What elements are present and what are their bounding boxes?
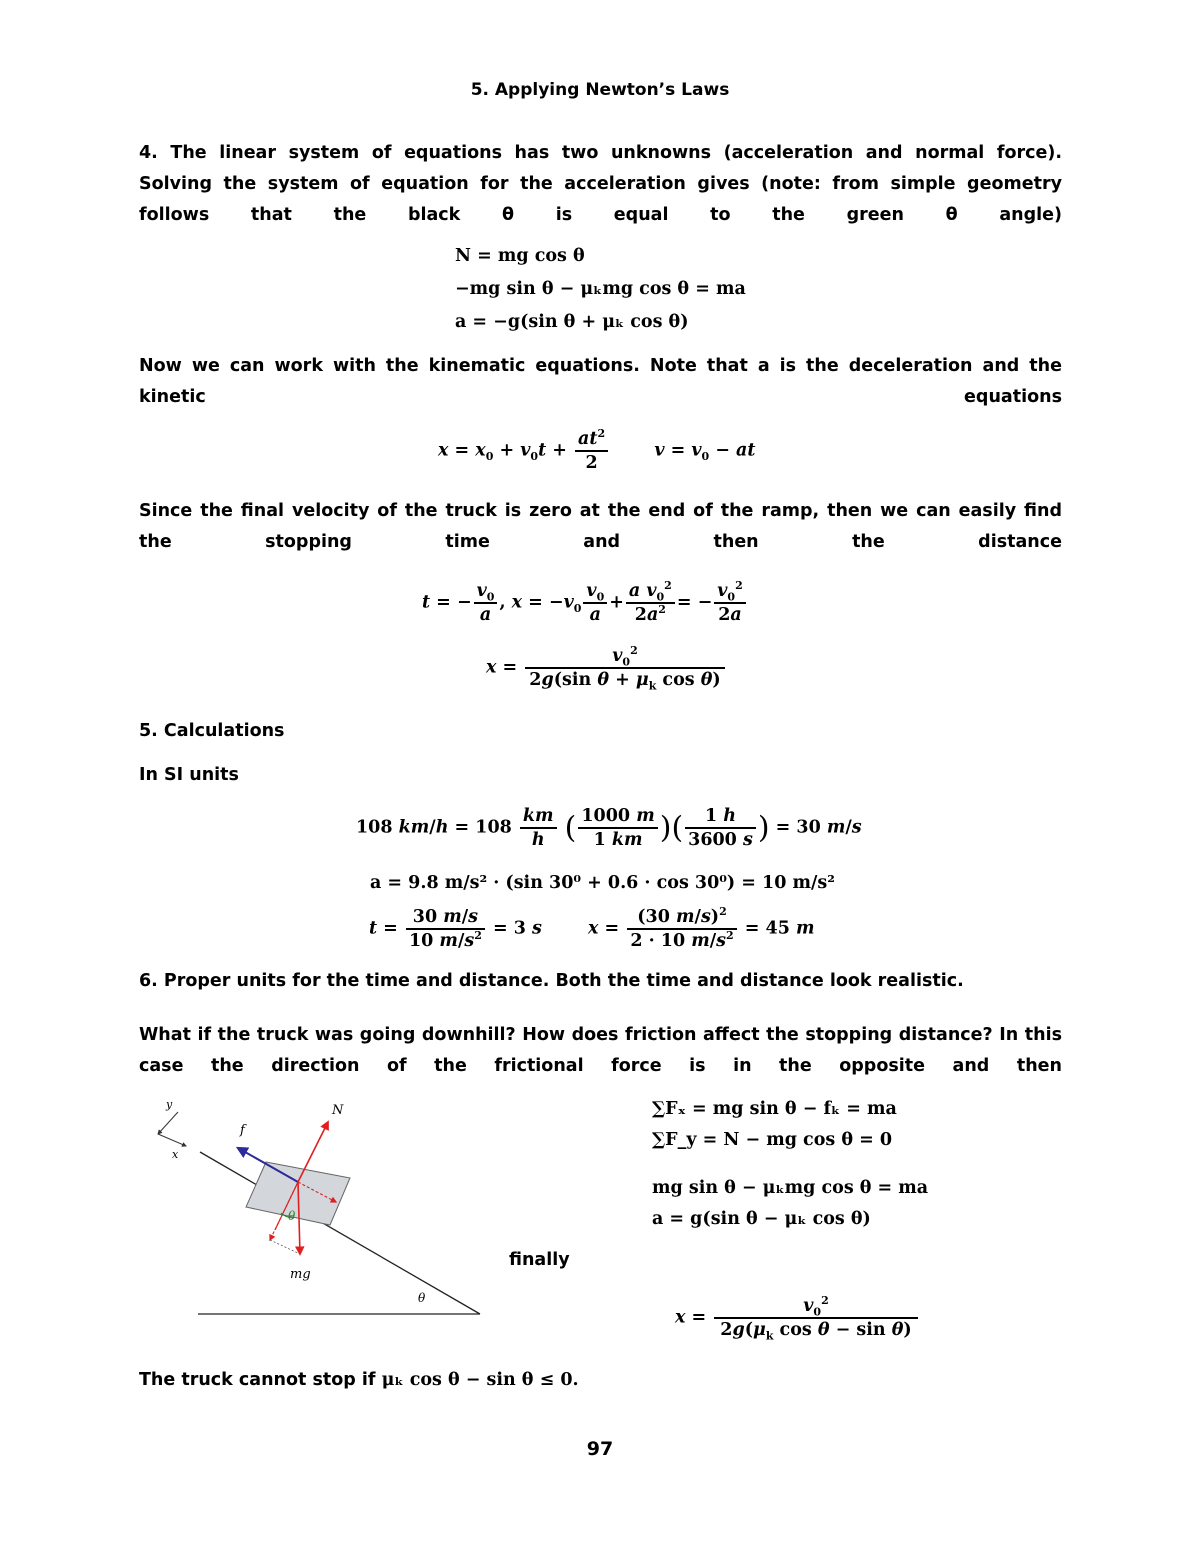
eq-acceleration: a = −g(sin θ + μₖ cos θ) <box>455 312 689 332</box>
cannot-stop-condition: μₖ cos θ − sin θ ≤ 0. <box>381 1370 579 1390</box>
eq-stopping-distance: x = $\frac{v_0^2}{2g(\sin \theta + \mu_k \cos \theta)}$ <box>486 645 727 691</box>
kinematic-intro: Now we can work with the kinematic equations. Note that a is the deceleration and the kinetic equations <box>139 356 1062 407</box>
step4-paragraph: 4. The linear system of equations has two unknowns (acceleration and normal force). Solving the system of equation for the acceleration gives (note: from simple geometry follows that the black θ is equal to the green θ angle) <box>139 143 1062 225</box>
eq-normal-force: N = mg cos θ <box>455 246 585 266</box>
incline-free-body-diagram <box>140 1090 500 1330</box>
page-number: 97 <box>586 1438 614 1460</box>
ramp-angle-label: θ <box>418 1291 426 1305</box>
normal-force-label: N <box>332 1103 344 1118</box>
cannot-stop-line <box>139 1370 579 1390</box>
stopping-intro: Since the final velocity of the truck is zero at the end of the ramp, then we can easily find the stopping time and then the distance <box>139 501 1062 552</box>
step6-text: 6. Proper units for the time and distance. Both the time and distance look realistic. <box>139 971 964 991</box>
eq-downhill-newton: mg sin θ − μₖmg cos θ = ma <box>652 1178 929 1198</box>
x-axis-arrow <box>158 1134 186 1146</box>
eq-acceleration-value: a = 9.8 m/s² · (sin 30⁰ + 0.6 · cos 30⁰) = 10 m/s² <box>370 873 835 893</box>
what-if-paragraph: What if the truck was going downhill? How does friction affect the stopping distance? In this case the direction of the frictional force is in the opposite and then <box>139 1025 1062 1076</box>
eq-unit-conversion: 108 km/h = 108 $\frac{km}{h}$ ( $\frac{1000 m}{1 km}$ )( $\frac{1 h}{3600 s}$ ) = 30 m/s <box>356 806 862 850</box>
step5-heading: 5. Calculations <box>139 721 285 741</box>
weight-label: mg <box>290 1267 311 1282</box>
eq-kinematics: $x = x_0 + v_0t$ + $\frac{at^2}{2}$ $v = v_0$ − at <box>438 427 756 473</box>
x-axis-label: x <box>172 1148 179 1161</box>
eq-downhill-acceleration: a = g(sin θ − μₖ cos θ) <box>652 1209 871 1229</box>
cannot-stop-text: The truck cannot stop if <box>139 1370 376 1390</box>
si-units-label: In SI units <box>139 765 239 785</box>
eq-newton-x: −mg sin θ − μₖmg cos θ = ma <box>455 279 746 299</box>
eq-downhill-sum-y: ∑F_y = N − mg cos θ = 0 <box>652 1130 893 1150</box>
eq-time-distance-values: t = $\frac{30 m/s}{10 m/s^2}$ = 3 s x = $\frac{(30 m/s)^2}{2 \cdot 10 m/s^2}$ = 45 m <box>369 905 815 951</box>
y-axis-arrow <box>158 1112 178 1134</box>
theta-label: θ <box>288 1209 296 1223</box>
y-axis-label: y <box>166 1098 173 1111</box>
running-header: 5. Applying Newton’s Laws <box>470 80 730 100</box>
eq-downhill-sum-x: ∑Fₓ = mg sin θ − fₖ = ma <box>652 1099 897 1119</box>
finally-label: finally <box>509 1250 570 1270</box>
friction-label: f <box>240 1123 245 1138</box>
component-helper-line <box>270 1240 300 1254</box>
eq-stopping-time-distance: t = − $\frac{v_0}{a}$ , $x = -v_0$ $\frac{v_0}{a}$ + $\frac{a v_0^2}{2a^2}$ = − $\frac{v_0^2}{2a}$ <box>422 580 748 626</box>
eq-downhill-distance: x = $\frac{v_0^2}{2g(\mu_k \cos \theta - \sin \theta)}$ <box>675 1295 920 1341</box>
